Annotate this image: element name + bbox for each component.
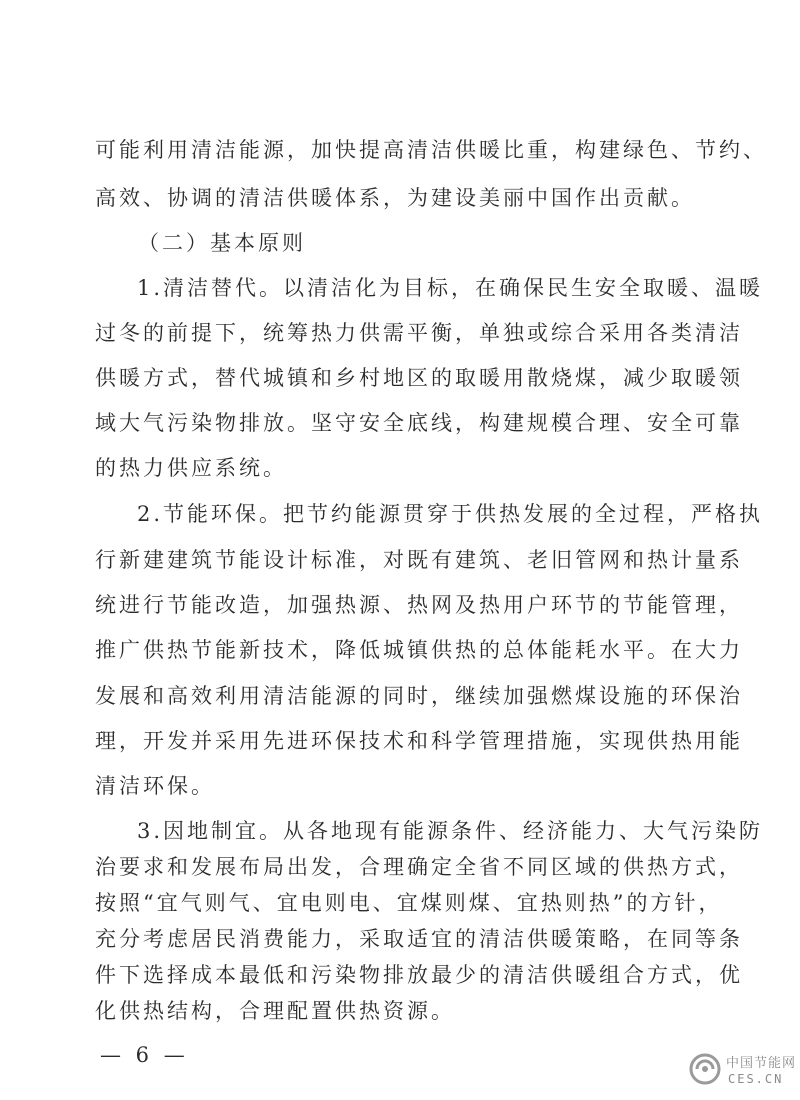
watermark-domain: CES.CN: [728, 1072, 784, 1086]
page-number: — 6 —: [100, 1043, 189, 1067]
paragraph-line: 3.因地制宜。从各地现有能源条件、经济能力、大气污染防: [137, 819, 764, 843]
paragraph-line: 按照“宜气则气、宜电则电、宜煤则煤、宜热则热”的方针，: [95, 891, 723, 915]
section-heading: （二）基本原则: [138, 231, 306, 255]
paragraph-line: 化供热结构，合理配置供热资源。: [95, 999, 455, 1023]
paragraph-line: 发展和高效利用清洁能源的同时，继续加强燃煤设施的环保治: [95, 684, 743, 708]
paragraph-line: 行新建建筑节能设计标准，对既有建筑、老旧管网和热计量系: [95, 548, 743, 572]
paragraph-line: 理，开发并采用先进环保技术和科学管理措施，实现供热用能: [95, 729, 743, 753]
paragraph-line: 治要求和发展布局出发，合理确定全省不同区域的供热方式，: [95, 855, 743, 879]
paragraph-line: 高效、协调的清洁供暖体系，为建设美丽中国作出贡献。: [95, 186, 695, 210]
watermark-title: 中国节能网: [726, 1056, 797, 1071]
paragraph-line: 可能利用清洁能源，加快提高清洁供暖比重，构建绿色、节约、: [95, 138, 767, 162]
paragraph-line: 过冬的前提下，统筹热力供需平衡，单独或综合采用各类清洁: [95, 321, 743, 345]
ces-logo-icon: [688, 1052, 722, 1086]
paragraph-line: 1.清洁替代。以清洁化为目标，在确保民生安全取暖、温暖: [137, 276, 764, 300]
paragraph-line: 充分考虑居民消费能力，采取适宜的清洁供暖策略，在同等条: [95, 927, 743, 951]
paragraph-line: 统进行节能改造，加强热源、热网及热用户环节的节能管理，: [95, 593, 743, 617]
paragraph-line: 件下选择成本最低和污染物排放最少的清洁供暖组合方式，优: [95, 963, 743, 987]
paragraph-line: 供暖方式，替代城镇和乡村地区的取暖用散烧煤，减少取暖领: [95, 366, 743, 390]
paragraph-line: 推广供热节能新技术，降低城镇供热的总体能耗水平。在大力: [95, 638, 743, 662]
paragraph-line: 清洁环保。: [95, 774, 215, 798]
site-watermark: [688, 1048, 796, 1094]
paragraph-line: 2.节能环保。把节约能源贯穿于供热发展的全过程，严格执: [137, 502, 764, 526]
paragraph-line: 的热力供应系统。: [95, 456, 287, 480]
paragraph-line: 域大气污染物排放。坚守安全底线，构建规模合理、安全可靠: [95, 411, 743, 435]
